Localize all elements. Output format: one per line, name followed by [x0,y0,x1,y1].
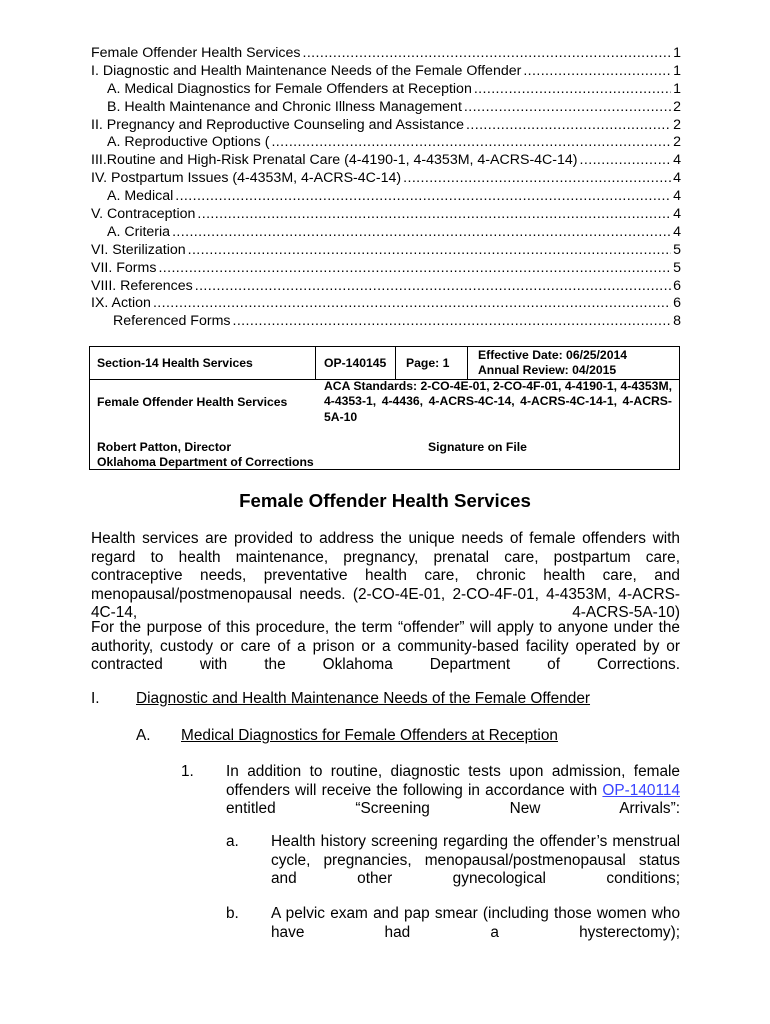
header-row [90,347,679,380]
toc-leader-dots [175,188,671,206]
toc-entry-page: 6 [673,295,681,312]
toc-leader-dots [188,242,671,260]
toc-entry-title: VIII. References [91,277,193,294]
toc-leader-dots [523,63,671,81]
toc-entry-title: IV. Postpartum Issues (4-4353M, 4-ACRS-4C-14) [91,170,402,187]
toc-entry-title: A. Medical [107,188,174,205]
section-heading: Diagnostic and Health Maintenance Needs of the Female Offender [136,690,591,707]
item-text: Health history screening regarding the offender’s menstrual cycle, pregnancies, menopausal/postmenopausal status and other gynecological conditions; [271,833,680,888]
toc-leader-dots [580,152,672,170]
toc-entry[interactable] [91,313,681,331]
toc-entry-title: IX. Action [91,295,151,312]
toc-leader-dots [158,260,671,278]
toc-entry-page: 4 [673,206,681,223]
toc-entry-title: I. Diagnostic and Health Maintenance Needs of the Female Offender [91,62,522,79]
toc-entry-page: 8 [673,313,681,330]
toc-leader-dots [403,170,671,188]
toc-entry[interactable] [91,152,681,170]
toc-entry[interactable] [91,295,681,313]
aca-standards: ACA Standards: 2-CO-4E-01, 2-CO-4F-01, 4-4190-1, 4-4353M, 4-4353-1, 4-4436, 4-ACRS-4C-14, 4-ACRS-4C-14-1, 4-ACRS-5A-10 [324,379,672,424]
item-letter: a. [226,833,239,850]
page-number-cell [396,347,468,379]
toc-entry[interactable] [91,63,681,81]
toc-leader-dots [303,45,672,63]
subsection-heading: Medical Diagnostics for Female Offenders at Reception [181,727,558,744]
page-number: Page: 1 [406,356,450,370]
toc-entry[interactable] [91,170,681,188]
effective-date: Effective Date: 06/25/2014 [478,348,628,362]
toc-entry[interactable] [91,81,681,99]
toc-leader-dots [474,81,671,99]
op-140114-link[interactable]: OP-140114 [602,781,680,799]
toc-entry-page: 4 [673,152,681,169]
toc-entry[interactable] [91,134,681,152]
toc-entry-page: 5 [673,259,681,276]
toc-leader-dots [271,134,671,152]
section-number: I. [91,690,100,707]
op-number: OP-140145 [324,356,387,370]
toc-entry-title: A. Reproductive Options ( [107,134,270,151]
toc-entry[interactable] [91,45,681,63]
toc-entry-page: 6 [673,277,681,294]
toc-entry[interactable] [91,188,681,206]
toc-entry-title: B. Health Maintenance and Chronic Illness Management [107,98,462,115]
item-letter: b. [226,905,239,922]
purpose-paragraph: For the purpose of this procedure, the term “offender” will apply to anyone under the authority, custody or care of a prison or a community-based facility operated by or contracted with the Oklahoma Department of Corrections. [91,619,680,674]
toc-leader-dots [197,206,671,224]
toc-entry-page: 2 [673,116,681,133]
signature-status: Signature on File [428,440,527,454]
toc-leader-dots [195,278,671,296]
toc-entry-page: 1 [673,45,681,61]
item-text-part: entitled “Screening New Arrivals”: [226,800,680,818]
toc-entry[interactable] [91,278,681,296]
toc-leader-dots [466,117,671,135]
toc-entry-title: III.Routine and High-Risk Prenatal Care (4-4190-1, 4-4353M, 4-ACRS-4C-14) [91,152,578,169]
toc-leader-dots [153,295,671,313]
toc-entry-title: A. Medical Diagnostics for Female Offenders at Reception [107,80,472,97]
toc-entry[interactable] [91,224,681,242]
toc-entry-page: 2 [673,134,681,151]
toc-entry-title: VI. Sterilization [91,241,186,258]
department-name: Oklahoma Department of Corrections [97,455,314,469]
section-label: Section-14 Health Services [97,356,253,370]
toc-entry-page: 1 [673,80,681,97]
toc-entry[interactable] [91,242,681,260]
toc-leader-dots [464,99,671,117]
subsection-number: A. [136,727,151,744]
toc-entry-title: Referenced Forms [113,313,231,330]
item-text [226,763,680,837]
toc-leader-dots [232,313,671,331]
dates-cell [468,347,681,379]
toc-entry-title: II. Pregnancy and Reproductive Counseling and Assistance [91,116,465,133]
toc-entry-title: Female Offender Health Services [91,45,301,61]
toc-entry-page: 5 [673,241,681,258]
intro-paragraph: Health services are provided to address the unique needs of female offenders with regard to health maintenance, pregnancy, prenatal care, postpartum care, contraceptive needs, preventative health care, chronic health care, and menopausal/postmenopausal needs. (2-CO-4E-01, 2-CO-4F-01, 4-4353M, 4-ACRS-4C-14, 4-ACRS-5A-10) [91,530,680,622]
toc-entry-page: 4 [673,170,681,187]
procedure-header-table [89,346,680,470]
director-name: Robert Patton, Director [97,440,232,454]
toc-entry-page: 2 [673,98,681,115]
toc-entry[interactable] [91,260,681,278]
item-number: 1. [181,763,194,780]
toc-entry-page: 1 [673,62,681,79]
toc-entry-page: 4 [673,188,681,205]
toc-entry[interactable] [91,206,681,224]
item-text-part: In addition to routine, diagnostic tests upon admission, female offenders will receive the following in accordance with [226,763,680,799]
op-number-cell [316,347,396,379]
toc-entry-page: 4 [673,223,681,240]
document-title: Female Offender Health Services [239,490,531,511]
subject-label: Female Offender Health Services [97,395,288,409]
section-cell [90,347,316,379]
toc-entry-title: V. Contraception [91,206,196,223]
toc-leader-dots [172,224,671,242]
toc-entry[interactable] [91,99,681,117]
toc-entry-title: VII. Forms [91,259,157,276]
toc-entry[interactable] [91,117,681,135]
item-text: A pelvic exam and pap smear (including those women who have had a hysterectomy); [271,905,680,941]
toc-entry-title: A. Criteria [107,223,171,240]
annual-review: Annual Review: 04/2015 [478,363,617,377]
header-row [90,379,679,434]
table-of-contents [91,45,681,331]
